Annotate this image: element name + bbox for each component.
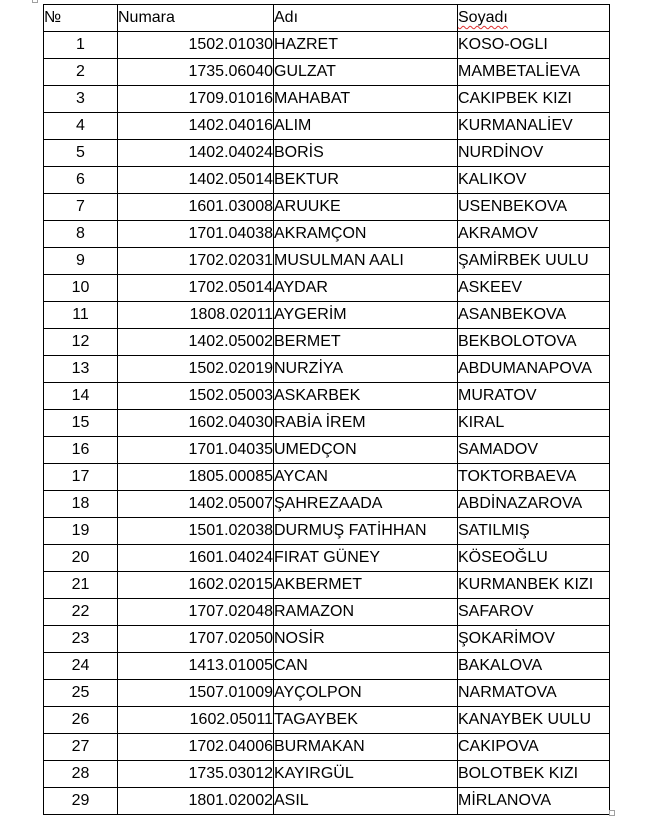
cell-adi: AKRAMÇON: [274, 221, 458, 248]
cell-soyadi: ASANBEKOVA: [458, 302, 610, 329]
cell-numara: 1701.04035: [118, 437, 274, 464]
table-row: [44, 599, 610, 626]
cell-no: 5: [44, 140, 118, 167]
cell-soyadi: KURMANBEK KIZI: [458, 572, 610, 599]
cell-no: 25: [44, 680, 118, 707]
table-row: [44, 734, 610, 761]
cell-soyadi: AKRAMOV: [458, 221, 610, 248]
table-row: [44, 437, 610, 464]
table-row: [44, 491, 610, 518]
cell-adi: ALIM: [274, 113, 458, 140]
cell-adi: AYGERİM: [274, 302, 458, 329]
cell-no: 17: [44, 464, 118, 491]
cell-soyadi: ABDUMANAPOVA: [458, 356, 610, 383]
header-soyadi-text: Soyadı: [458, 9, 508, 26]
cell-no: 11: [44, 302, 118, 329]
table-row: [44, 653, 610, 680]
cell-soyadi: MURATOV: [458, 383, 610, 410]
table-row: [44, 761, 610, 788]
cell-adi: DURMUŞ FATİHHAN: [274, 518, 458, 545]
cell-no: 18: [44, 491, 118, 518]
cell-numara: 1402.05007: [118, 491, 274, 518]
table-row: [44, 329, 610, 356]
table-row: [44, 113, 610, 140]
cell-soyadi: CAKIPOVA: [458, 734, 610, 761]
cell-soyadi: ABDİNAZAROVA: [458, 491, 610, 518]
cell-adi: AYDAR: [274, 275, 458, 302]
cell-adi: UMEDÇON: [274, 437, 458, 464]
table-row: [44, 302, 610, 329]
header-soyadi: [458, 5, 610, 32]
cell-no: 19: [44, 518, 118, 545]
table-row: [44, 626, 610, 653]
cell-numara: 1602.05011: [118, 707, 274, 734]
cell-no: 20: [44, 545, 118, 572]
cell-soyadi: CAKIPBEK KIZI: [458, 86, 610, 113]
cell-no: 29: [44, 788, 118, 815]
cell-soyadi: KANAYBEK UULU: [458, 707, 610, 734]
cell-adi: TAGAYBEK: [274, 707, 458, 734]
cell-adi: ARUUKE: [274, 194, 458, 221]
cell-soyadi: MİRLANOVA: [458, 788, 610, 815]
cell-soyadi: KALIKOV: [458, 167, 610, 194]
cell-numara: 1709.01016: [118, 86, 274, 113]
cell-soyadi: BAKALOVA: [458, 653, 610, 680]
cell-adi: RAMAZON: [274, 599, 458, 626]
cell-soyadi: USENBEKOVA: [458, 194, 610, 221]
cell-numara: 1502.05003: [118, 383, 274, 410]
table-resize-handle-icon[interactable]: [609, 810, 615, 816]
cell-numara: 1702.04006: [118, 734, 274, 761]
cell-adi: CAN: [274, 653, 458, 680]
cell-adi: ASIL: [274, 788, 458, 815]
cell-numara: 1402.04024: [118, 140, 274, 167]
cell-numara: 1601.03008: [118, 194, 274, 221]
header-no: №: [44, 5, 118, 32]
cell-adi: AYÇOLPON: [274, 680, 458, 707]
cell-numara: 1735.06040: [118, 59, 274, 86]
table-row: [44, 464, 610, 491]
cell-no: 12: [44, 329, 118, 356]
cell-adi: AYCAN: [274, 464, 458, 491]
cell-numara: 1507.01009: [118, 680, 274, 707]
cell-no: 23: [44, 626, 118, 653]
cell-soyadi: KURMANALİEV: [458, 113, 610, 140]
cell-adi: NURZİYA: [274, 356, 458, 383]
cell-numara: 1502.01030: [118, 32, 274, 59]
table-body: [44, 32, 610, 815]
cell-soyadi: TOKTORBAEVA: [458, 464, 610, 491]
table-header-row: [44, 5, 610, 32]
cell-soyadi: KOSO-OGLI: [458, 32, 610, 59]
cell-no: 1: [44, 32, 118, 59]
cell-numara: 1702.02031: [118, 248, 274, 275]
cell-no: 21: [44, 572, 118, 599]
cell-numara: 1701.04038: [118, 221, 274, 248]
cell-soyadi: ASKEEV: [458, 275, 610, 302]
table-row: [44, 788, 610, 815]
table-row: [44, 518, 610, 545]
cell-adi: NOSİR: [274, 626, 458, 653]
cell-no: 26: [44, 707, 118, 734]
table-row: [44, 248, 610, 275]
header-adi: Adı: [274, 5, 458, 32]
cell-numara: 1735.03012: [118, 761, 274, 788]
cell-no: 3: [44, 86, 118, 113]
cell-adi: BORİS: [274, 140, 458, 167]
cell-soyadi: SATILMIŞ: [458, 518, 610, 545]
cell-numara: 1702.05014: [118, 275, 274, 302]
cell-adi: RABİA İREM: [274, 410, 458, 437]
cell-numara: 1502.02019: [118, 356, 274, 383]
student-list-table: [43, 4, 610, 815]
cell-numara: 1707.02050: [118, 626, 274, 653]
cell-soyadi: SAMADOV: [458, 437, 610, 464]
cell-adi: ASKARBEK: [274, 383, 458, 410]
table-row: [44, 32, 610, 59]
table-row: [44, 275, 610, 302]
table-row: [44, 221, 610, 248]
cell-soyadi: MAMBETALİEVA: [458, 59, 610, 86]
table-row: [44, 680, 610, 707]
cell-no: 27: [44, 734, 118, 761]
cell-numara: 1402.05014: [118, 167, 274, 194]
cell-adi: BEKTUR: [274, 167, 458, 194]
cell-adi: BURMAKAN: [274, 734, 458, 761]
cell-soyadi: NARMATOVA: [458, 680, 610, 707]
cell-numara: 1413.01005: [118, 653, 274, 680]
cell-no: 22: [44, 599, 118, 626]
cell-no: 7: [44, 194, 118, 221]
cell-numara: 1801.02002: [118, 788, 274, 815]
cell-no: 14: [44, 383, 118, 410]
cell-no: 4: [44, 113, 118, 140]
table-row: [44, 194, 610, 221]
table-row: [44, 383, 610, 410]
cell-no: 8: [44, 221, 118, 248]
cell-adi: BERMET: [274, 329, 458, 356]
cell-soyadi: ŞAMİRBEK UULU: [458, 248, 610, 275]
cell-adi: ŞAHREZAADA: [274, 491, 458, 518]
header-numara: Numara: [118, 5, 274, 32]
cell-no: 24: [44, 653, 118, 680]
cell-numara: 1402.05002: [118, 329, 274, 356]
cell-numara: 1805.00085: [118, 464, 274, 491]
table-row: [44, 140, 610, 167]
cell-no: 2: [44, 59, 118, 86]
cell-adi: HAZRET: [274, 32, 458, 59]
cell-no: 10: [44, 275, 118, 302]
cell-numara: 1602.02015: [118, 572, 274, 599]
cell-no: 13: [44, 356, 118, 383]
cell-numara: 1808.02011: [118, 302, 274, 329]
cell-soyadi: ŞOKARİMOV: [458, 626, 610, 653]
cell-numara: 1402.04016: [118, 113, 274, 140]
cell-no: 16: [44, 437, 118, 464]
cell-numara: 1602.04030: [118, 410, 274, 437]
cell-adi: AKBERMET: [274, 572, 458, 599]
cell-no: 6: [44, 167, 118, 194]
cell-no: 9: [44, 248, 118, 275]
cell-soyadi: KIRAL: [458, 410, 610, 437]
cell-adi: KAYIRGÜL: [274, 761, 458, 788]
cell-no: 28: [44, 761, 118, 788]
cell-numara: 1601.04024: [118, 545, 274, 572]
cell-numara: 1707.02048: [118, 599, 274, 626]
table-row: [44, 707, 610, 734]
table-row: [44, 167, 610, 194]
table-row: [44, 410, 610, 437]
cell-adi: GULZAT: [274, 59, 458, 86]
table-row: [44, 86, 610, 113]
table-move-handle-icon[interactable]: [32, 0, 38, 3]
cell-soyadi: BOLOTBEK KIZI: [458, 761, 610, 788]
table-row: [44, 545, 610, 572]
cell-numara: 1501.02038: [118, 518, 274, 545]
cell-soyadi: BEKBOLOTOVA: [458, 329, 610, 356]
table-row: [44, 356, 610, 383]
cell-soyadi: NURDİNOV: [458, 140, 610, 167]
table-row: [44, 572, 610, 599]
cell-soyadi: KÖSEOĞLU: [458, 545, 610, 572]
cell-adi: FIRAT GÜNEY: [274, 545, 458, 572]
table-row: [44, 59, 610, 86]
cell-adi: MAHABAT: [274, 86, 458, 113]
cell-soyadi: SAFAROV: [458, 599, 610, 626]
cell-no: 15: [44, 410, 118, 437]
cell-adi: MUSULMAN AALI: [274, 248, 458, 275]
